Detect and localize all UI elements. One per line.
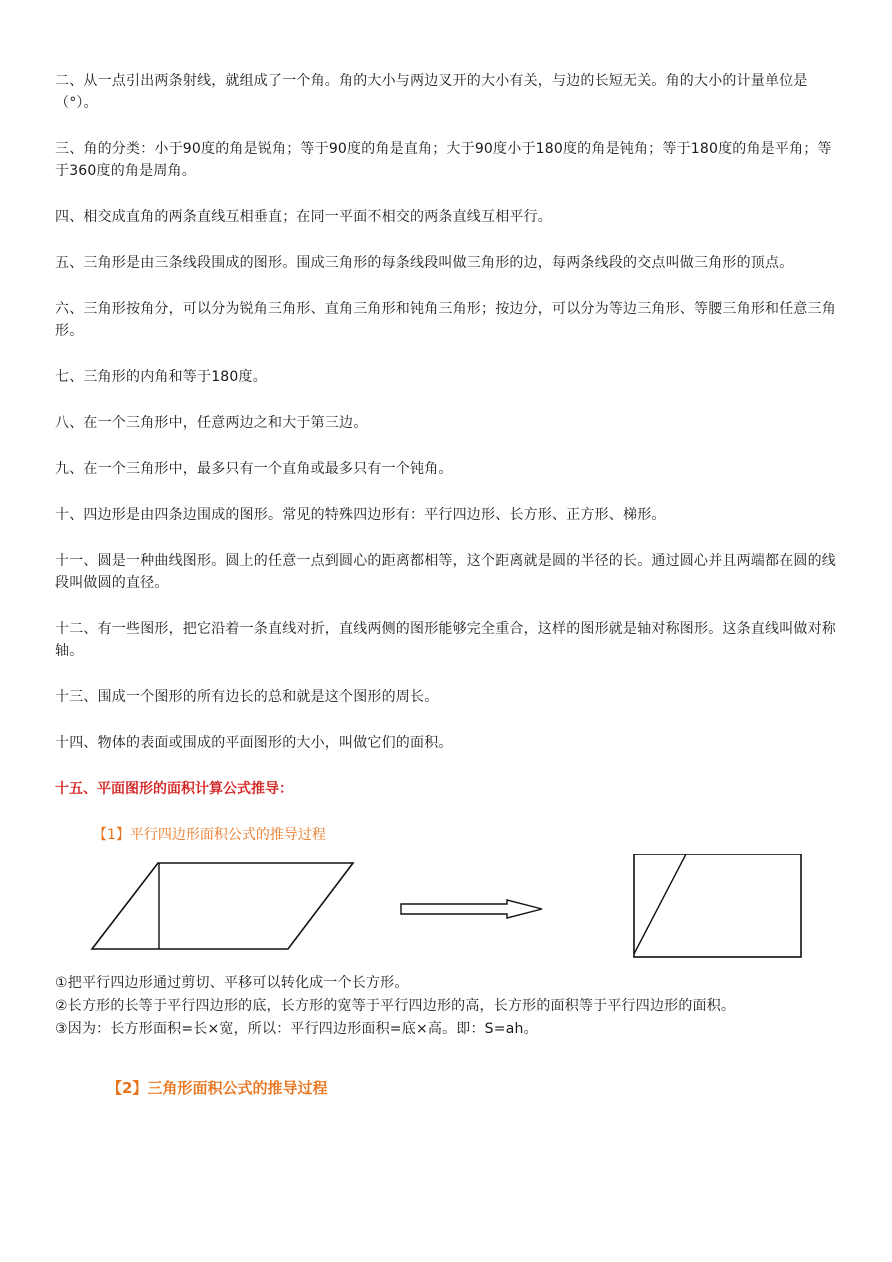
paragraph-9: 九、在一个三角形中，最多只有一个直角或最多只有一个钝角。 bbox=[55, 461, 453, 477]
rectangle-cut-line bbox=[634, 854, 686, 954]
step-1: ①把平行四边形通过剪切、平移可以转化成一个长方形。 bbox=[55, 975, 409, 991]
paragraph-8: 八、在一个三角形中，任意两边之和大于第三边。 bbox=[55, 415, 368, 431]
transform-arrow bbox=[401, 900, 542, 918]
section-15-heading: 十五、平面图形的面积计算公式推导： bbox=[55, 781, 293, 797]
paragraph-4: 四、相交成直角的两条直线互相垂直；在同一平面不相交的两条直线互相平行。 bbox=[55, 209, 552, 225]
paragraph-2: 二、从一点引出两条射线，就组成了一个角。角的大小与两边叉开的大小有关，与边的长短无关。角的大小的计量单位是（°）。 bbox=[55, 73, 808, 111]
derivation-steps bbox=[55, 972, 845, 1041]
figure-svg bbox=[55, 854, 845, 972]
paragraph-12: 十二、有一些图形，把它沿着一条直线对折，直线两侧的图形能够完全重合，这样的图形就是轴对称图形。这条直线叫做对称轴。 bbox=[55, 621, 836, 659]
subsection-2-heading: 【2】三角形面积公式的推导过程 bbox=[107, 1079, 328, 1097]
step-2: ②长方形的长等于平行四边形的底，长方形的宽等于平行四边形的高，长方形的面积等于平行四边形的面积。 bbox=[55, 998, 736, 1014]
paragraph-7: 七、三角形的内角和等于180度。 bbox=[55, 369, 267, 385]
paragraph-3: 三、角的分类：小于90度的角是锐角；等于90度的角是直角；大于90度小于180度的角是钝角；等于180度的角是平角；等于360度的角是周角。 bbox=[55, 141, 832, 179]
paragraph-11: 十一、圆是一种曲线图形。圆上的任意一点到圆心的距离都相等，这个距离就是圆的半径的长。通过圆心并且两端都在圆的线段叫做圆的直径。 bbox=[55, 553, 836, 591]
paragraph-13: 十三、围成一个图形的所有边长的总和就是这个图形的周长。 bbox=[55, 689, 439, 705]
subsection-1-heading: 【1】平行四边形面积公式的推导过程 bbox=[93, 827, 326, 843]
parallelogram-to-rectangle-figure bbox=[55, 854, 845, 972]
paragraph-6: 六、三角形按角分，可以分为锐角三角形、直角三角形和钝角三角形；按边分，可以分为等边三角形、等腰三角形和任意三角形。 bbox=[55, 301, 836, 339]
parallelogram-shape bbox=[92, 863, 353, 949]
document-page bbox=[55, 70, 845, 1099]
step-3: ③因为：长方形面积=长×宽，所以：平行四边形面积=底×高。即：S=ah。 bbox=[55, 1021, 538, 1037]
paragraph-10: 十、四边形是由四条边围成的图形。常见的特殊四边形有：平行四边形、长方形、正方形、梯形。 bbox=[55, 507, 666, 523]
paragraph-14: 十四、物体的表面或围成的平面图形的大小，叫做它们的面积。 bbox=[55, 735, 453, 751]
paragraph-5: 五、三角形是由三条线段围成的图形。围成三角形的每条线段叫做三角形的边，每两条线段的交点叫做三角形的顶点。 bbox=[55, 255, 794, 271]
